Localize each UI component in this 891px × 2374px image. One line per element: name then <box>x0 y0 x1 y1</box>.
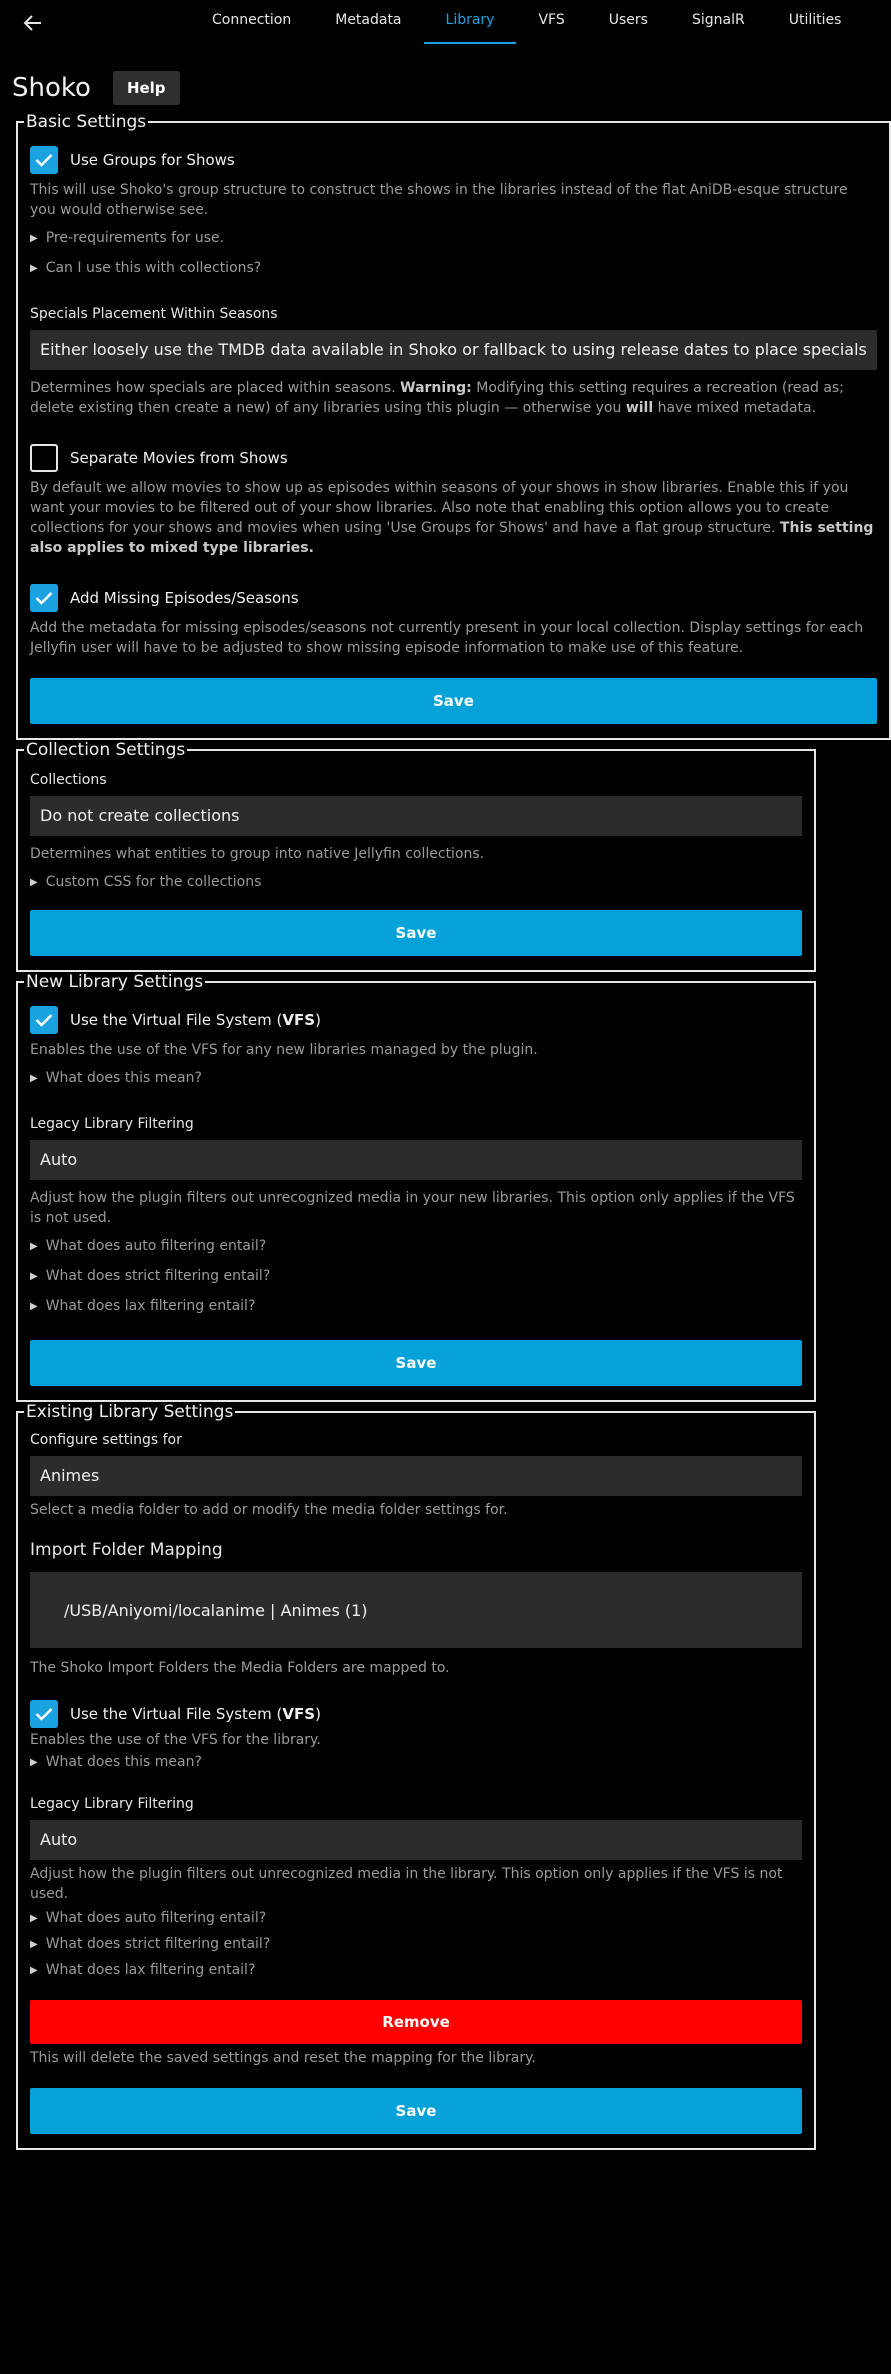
details-summary: What does this mean? <box>45 1070 202 1086</box>
new-vfs-description: Enables the use of the VFS for any new libraries managed by the plugin. <box>30 1042 538 1058</box>
existing-filtering-description: Adjust how the plugin filters out unrecognized media in the library. This option only applies if the VFS is not used. <box>30 1866 783 1902</box>
collection-settings-legend: Collection Settings <box>26 740 186 760</box>
desc-text: By default we allow movies to show up as episodes within seasons of your shows in show libraries. Enable this if you want your movies to be filtered out of your show libraries. Also note that enabling this option allows you to create collections for your shows and movies when using 'Use Groups for Shows' and have a flat group structure. <box>30 480 849 536</box>
caret-right-icon: ▶ <box>30 1964 38 1976</box>
caret-right-icon: ▶ <box>30 1240 38 1252</box>
desc-bold-text: This setting also applies to mixed type libraries. <box>30 520 874 556</box>
top-nav <box>0 0 842 46</box>
caret-right-icon: ▶ <box>30 1270 38 1282</box>
caret-right-icon: ▶ <box>30 1300 38 1312</box>
collection-settings-section <box>16 740 816 972</box>
checkmark-icon <box>35 153 53 167</box>
basic-settings-section <box>16 112 891 740</box>
new-vfs-details[interactable] <box>30 1070 802 1086</box>
page-title: Shoko <box>12 73 91 103</box>
label-text: ) <box>315 1705 321 1723</box>
caret-right-icon: ▶ <box>30 1912 38 1924</box>
label-text: ) <box>315 1011 321 1029</box>
caret-right-icon: ▶ <box>30 1072 38 1084</box>
tab-utilities[interactable]: Utilities <box>788 12 842 28</box>
caret-right-icon: ▶ <box>30 1756 38 1768</box>
use-groups-description: This will use Shoko's group structure to construct the shows in the libraries instead of the flat AniDB-esque structure you would otherwise see. <box>30 182 848 218</box>
arrow-left-icon <box>24 15 42 31</box>
checkmark-icon <box>35 591 53 605</box>
collections-compat-details[interactable] <box>30 260 877 276</box>
remove-description: This will delete the saved settings and reset the mapping for the library. <box>30 2050 536 2066</box>
existing-vfs-description: Enables the use of the VFS for the library. <box>30 1732 321 1748</box>
existing-vfs-checkbox[interactable] <box>30 1700 58 1728</box>
label-bold: VFS <box>282 1705 316 1723</box>
specials-placement-select[interactable]: Either loosely use the TMDB data available in Shoko or fallback to using release dates to place specials <box>30 330 877 370</box>
help-button[interactable]: Help <box>113 71 180 105</box>
missing-episodes-label[interactable]: Add Missing Episodes/Seasons <box>70 589 299 607</box>
label-text: Use the Virtual File System ( <box>70 1011 283 1029</box>
warning-text: Warning: <box>400 380 472 396</box>
configure-for-label: Configure settings for <box>30 1432 182 1448</box>
separate-movies-row <box>30 444 877 472</box>
collections-label: Collections <box>30 772 107 788</box>
new-auto-filtering-details[interactable] <box>30 1238 802 1254</box>
existing-lax-filtering-details[interactable] <box>30 1962 802 1978</box>
new-library-save-button[interactable]: Save <box>30 1340 802 1386</box>
separate-movies-checkbox[interactable] <box>30 444 58 472</box>
separate-movies-label[interactable]: Separate Movies from Shows <box>70 449 288 467</box>
desc-text: Determines how specials are placed within seasons. <box>30 380 396 396</box>
collections-select[interactable]: Do not create collections <box>30 796 802 836</box>
custom-css-details[interactable] <box>30 874 802 890</box>
desc-text: Modifying this setting requires a recreation (read as; delete existing then create a new) of any libraries using this plugin — otherwise you <box>30 380 844 416</box>
details-summary: Custom CSS for the collections <box>45 874 262 890</box>
import-folder-mapping-list <box>30 1572 802 1648</box>
mapping-description: The Shoko Import Folders the Media Folders are mapped to. <box>30 1660 450 1676</box>
existing-strict-filtering-details[interactable] <box>30 1936 802 1952</box>
use-groups-row <box>30 146 877 174</box>
caret-right-icon: ▶ <box>30 262 38 274</box>
new-filtering-description: Adjust how the plugin filters out unrecognized media in your new libraries. This option only applies if the VFS is not used. <box>30 1190 795 1226</box>
collection-save-button[interactable]: Save <box>30 910 802 956</box>
details-summary: What does strict filtering entail? <box>45 1936 271 1952</box>
configure-for-select[interactable]: Animes <box>30 1456 802 1496</box>
new-library-settings-section <box>16 972 816 1402</box>
back-button[interactable] <box>18 8 48 38</box>
new-filtering-label: Legacy Library Filtering <box>30 1116 194 1132</box>
existing-filtering-label: Legacy Library Filtering <box>30 1796 194 1812</box>
new-library-settings-legend: New Library Settings <box>26 972 204 992</box>
existing-vfs-row <box>30 1700 802 1728</box>
tab-metadata[interactable]: Metadata <box>335 12 402 28</box>
details-summary: What does this mean? <box>45 1754 202 1770</box>
new-strict-filtering-details[interactable] <box>30 1268 802 1284</box>
new-lax-filtering-details[interactable] <box>30 1298 802 1314</box>
new-vfs-label[interactable] <box>70 1011 321 1029</box>
tab-library[interactable]: Library <box>424 0 517 44</box>
new-filtering-select[interactable]: Auto <box>30 1140 802 1180</box>
details-summary: Can I use this with collections? <box>45 260 262 276</box>
missing-episodes-row <box>30 584 877 612</box>
specials-placement-label: Specials Placement Within Seasons <box>30 306 278 322</box>
use-groups-checkbox[interactable] <box>30 146 58 174</box>
new-vfs-checkbox[interactable] <box>30 1006 58 1034</box>
collections-description: Determines what entities to group into native Jellyfin collections. <box>30 846 485 862</box>
existing-library-settings-section <box>16 1402 816 2150</box>
will-text: will <box>625 400 654 416</box>
import-folder-mapping-heading: Import Folder Mapping <box>30 1540 223 1560</box>
caret-right-icon: ▶ <box>30 1938 38 1950</box>
checkmark-icon <box>35 1013 53 1027</box>
remove-button[interactable]: Remove <box>30 2000 802 2044</box>
desc-text: have mixed metadata. <box>657 400 817 416</box>
tab-bar <box>190 0 863 46</box>
details-summary: What does auto filtering entail? <box>45 1910 267 1926</box>
existing-vfs-label[interactable] <box>70 1705 321 1723</box>
checkmark-icon <box>35 1707 53 1721</box>
tab-users[interactable]: Users <box>608 12 648 28</box>
configure-for-description: Select a media folder to add or modify the media folder settings for. <box>30 1502 508 1518</box>
caret-right-icon: ▶ <box>30 232 38 244</box>
mapping-item[interactable]: /USB/Aniyomi/localanime | Animes (1) <box>64 1600 368 1620</box>
existing-library-settings-legend: Existing Library Settings <box>26 1402 234 1422</box>
tab-vfs[interactable]: VFS <box>538 12 565 28</box>
pre-requirements-details[interactable] <box>30 230 877 246</box>
existing-vfs-details[interactable] <box>30 1754 802 1770</box>
title-row <box>12 64 830 112</box>
details-summary: What does lax filtering entail? <box>45 1298 256 1314</box>
specials-placement-description <box>30 378 877 418</box>
existing-auto-filtering-details[interactable] <box>30 1910 802 1926</box>
existing-library-save-button[interactable]: Save <box>30 2088 802 2134</box>
details-summary: What does strict filtering entail? <box>45 1268 271 1284</box>
use-groups-label[interactable]: Use Groups for Shows <box>70 151 235 169</box>
label-bold: VFS <box>282 1011 316 1029</box>
basic-settings-legend: Basic Settings <box>26 112 147 132</box>
new-vfs-row <box>30 1006 802 1034</box>
missing-episodes-checkbox[interactable] <box>30 584 58 612</box>
tab-connection[interactable]: Connection <box>212 12 292 28</box>
label-text: Use the Virtual File System ( <box>70 1705 283 1723</box>
caret-right-icon: ▶ <box>30 876 38 888</box>
details-summary: What does auto filtering entail? <box>45 1238 267 1254</box>
details-summary: Pre-requirements for use. <box>45 230 225 246</box>
details-summary: What does lax filtering entail? <box>45 1962 256 1978</box>
tab-signalr[interactable]: SignalR <box>691 12 745 28</box>
existing-filtering-select[interactable]: Auto <box>30 1820 802 1860</box>
basic-save-button[interactable]: Save <box>30 678 877 724</box>
separate-movies-description <box>30 478 877 558</box>
missing-episodes-description: Add the metadata for missing episodes/seasons not currently present in your local collection. Display settings for each Jellyfin user will have to be adjusted to show missing episode information to make use of this feature. <box>30 620 864 656</box>
